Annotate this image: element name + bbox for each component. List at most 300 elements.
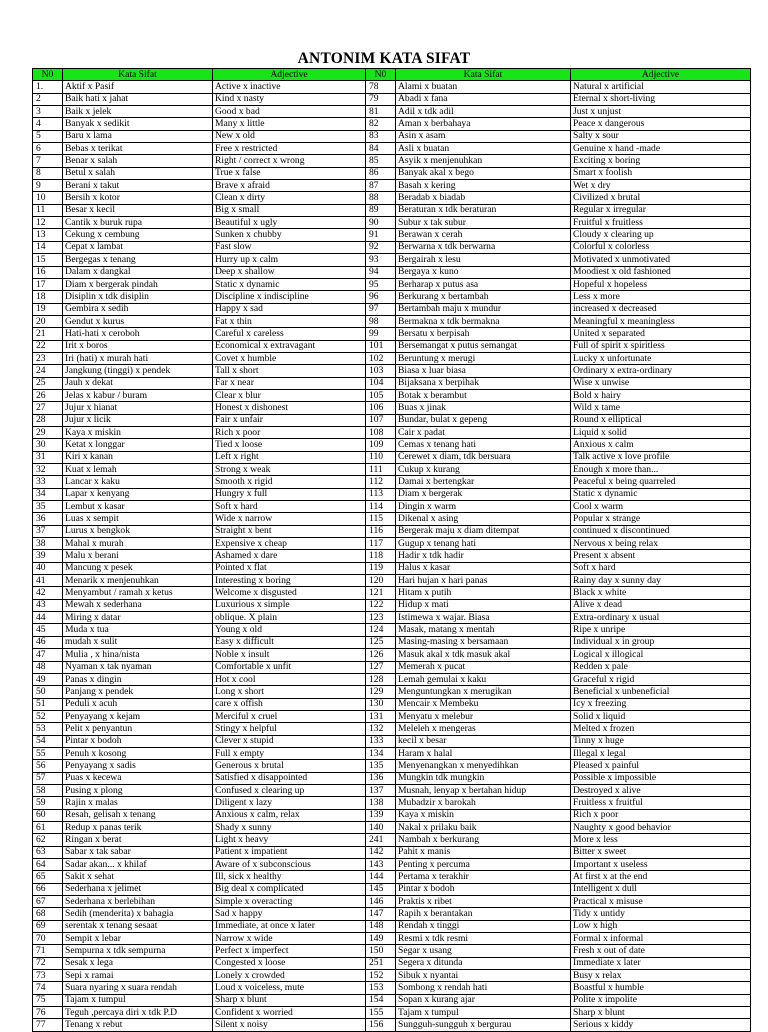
cell-no: 55 xyxy=(33,747,63,759)
cell-no: 140 xyxy=(366,821,396,833)
cell-no: 37 xyxy=(33,525,63,537)
cell-kata-sifat: Lemah gemulai x kaku xyxy=(396,673,571,685)
cell-adjective: Serious x kiddy xyxy=(571,1019,751,1031)
cell-no: 113 xyxy=(366,488,396,500)
cell-no: 76 xyxy=(33,1007,63,1019)
cell-kata-sifat: Iri (hati) x murah hati xyxy=(63,352,213,364)
cell-kata-sifat: Mencair x Membeku xyxy=(396,698,571,710)
cell-kata-sifat: Berani x takut xyxy=(63,180,213,192)
cell-no: 119 xyxy=(366,562,396,574)
cell-adjective: Luxurious x simple xyxy=(213,599,366,611)
table-row xyxy=(33,933,751,945)
table-row xyxy=(33,994,751,1006)
table-row xyxy=(33,686,751,698)
cell-adjective: Kind x nasty xyxy=(213,93,366,105)
cell-no: 49 xyxy=(33,673,63,685)
cell-no: 36 xyxy=(33,513,63,525)
cell-adjective: Stingy x helpful xyxy=(213,723,366,735)
cell-kata-sifat: Panas x dingin xyxy=(63,673,213,685)
cell-kata-sifat: Bersemangat x putus semangat xyxy=(396,340,571,352)
cell-adjective: Melted x frozen xyxy=(571,723,751,735)
cell-kata-sifat: Berkurang x bertambah xyxy=(396,291,571,303)
cell-adjective: Polite x impolite xyxy=(571,994,751,1006)
cell-kata-sifat: Aktif x Pasif xyxy=(63,81,213,93)
cell-adjective: Moodiest x old fashioned xyxy=(571,266,751,278)
cell-no: 128 xyxy=(366,673,396,685)
cell-adjective: Bold x hairy xyxy=(571,389,751,401)
cell-kata-sifat: Asli x buatan xyxy=(396,143,571,155)
cell-adjective: Free x restricted xyxy=(213,143,366,155)
cell-adjective: Naughty x good behavior xyxy=(571,821,751,833)
cell-kata-sifat: Pelit x penyantun xyxy=(63,723,213,735)
cell-kata-sifat: Bijaksana x berpihak xyxy=(396,377,571,389)
cell-no: 116 xyxy=(366,525,396,537)
cell-no: 14 xyxy=(33,241,63,253)
table-row xyxy=(33,821,751,833)
cell-no: 3 xyxy=(33,106,63,118)
table-row xyxy=(33,513,751,525)
table-row xyxy=(33,562,751,574)
cell-adjective: Present x absent xyxy=(571,550,751,562)
cell-adjective: Destroyed x alive xyxy=(571,784,751,796)
cell-kata-sifat: Bersih x kotor xyxy=(63,192,213,204)
cell-no: 143 xyxy=(366,859,396,871)
cell-adjective: Intelligent x dull xyxy=(571,883,751,895)
cell-no: 19 xyxy=(33,303,63,315)
table-row xyxy=(33,155,751,167)
cell-no: 79 xyxy=(366,93,396,105)
cell-kata-sifat: Masuk akal x tdk masuk akal xyxy=(396,649,571,661)
cell-adjective: Beneficial x unbeneficial xyxy=(571,686,751,698)
cell-adjective: Bitter x sweet xyxy=(571,846,751,858)
cell-adjective: Cloudy x clearing up xyxy=(571,229,751,241)
cell-adjective: Confused x clearing up xyxy=(213,784,366,796)
cell-adjective: Lonely x crowded xyxy=(213,970,366,982)
cell-no: 56 xyxy=(33,760,63,772)
cell-adjective: Clear x blur xyxy=(213,389,366,401)
cell-kata-sifat: mudah x sulit xyxy=(63,636,213,648)
cell-no: 131 xyxy=(366,710,396,722)
table-row xyxy=(33,599,751,611)
cell-no: 70 xyxy=(33,933,63,945)
cell-no: 5 xyxy=(33,130,63,142)
cell-kata-sifat: Cekung x cembung xyxy=(63,229,213,241)
cell-kata-sifat: Lurus x bengkok xyxy=(63,525,213,537)
table-row xyxy=(33,476,751,488)
cell-no: 77 xyxy=(33,1019,63,1031)
cell-adjective: Straight x bent xyxy=(213,525,366,537)
cell-kata-sifat: Suara nyaring x suara rendah xyxy=(63,982,213,994)
cell-no: 108 xyxy=(366,426,396,438)
cell-adjective: Confident x worried xyxy=(213,1007,366,1019)
cell-adjective: Smooth x rigid xyxy=(213,476,366,488)
cell-adjective: Solid x liquid xyxy=(571,710,751,722)
cell-no: 99 xyxy=(366,328,396,340)
table-row xyxy=(33,920,751,932)
cell-no: 15 xyxy=(33,254,63,266)
cell-kata-sifat: kecil x besar xyxy=(396,735,571,747)
cell-no: 144 xyxy=(366,871,396,883)
table-row xyxy=(33,797,751,809)
cell-kata-sifat: Sakit x sehat xyxy=(63,871,213,883)
cell-adjective: Pleased x painful xyxy=(571,760,751,772)
cell-no: 105 xyxy=(366,389,396,401)
cell-kata-sifat: Mungkin tdk mungkin xyxy=(396,772,571,784)
cell-kata-sifat: Botak x berambut xyxy=(396,389,571,401)
table-row xyxy=(33,278,751,290)
cell-no: 125 xyxy=(366,636,396,648)
cell-kata-sifat: Berawan x cerah xyxy=(396,229,571,241)
header-adjective-right: Adjective xyxy=(571,69,751,81)
table-row xyxy=(33,673,751,685)
cell-kata-sifat: Nambah x berkurang xyxy=(396,834,571,846)
cell-adjective: Patient x impatient xyxy=(213,846,366,858)
cell-adjective: Wide x narrow xyxy=(213,513,366,525)
cell-kata-sifat: Lapar x kenyang xyxy=(63,488,213,500)
table-row xyxy=(33,352,751,364)
cell-adjective: Redden x pale xyxy=(571,661,751,673)
cell-adjective: Expensive x cheap xyxy=(213,538,366,550)
cell-no: 75 xyxy=(33,994,63,1006)
header-kata-sifat-right: Kata Sifat xyxy=(396,69,571,81)
cell-no: 91 xyxy=(366,229,396,241)
table-row xyxy=(33,167,751,179)
cell-no: 149 xyxy=(366,933,396,945)
cell-kata-sifat: Aman x berbahaya xyxy=(396,118,571,130)
cell-adjective: Comfortable x unfit xyxy=(213,661,366,673)
cell-kata-sifat: Cantik x buruk rupa xyxy=(63,217,213,229)
cell-kata-sifat: Resmi x tdk resmi xyxy=(396,933,571,945)
cell-kata-sifat: Mubadzir x barokah xyxy=(396,797,571,809)
cell-kata-sifat: Beruntung x merugi xyxy=(396,352,571,364)
cell-kata-sifat: Benar x salah xyxy=(63,155,213,167)
cell-no: 11 xyxy=(33,204,63,216)
cell-no: 16 xyxy=(33,266,63,278)
cell-kata-sifat: Bundar, bulat x gepeng xyxy=(396,414,571,426)
table-row xyxy=(33,747,751,759)
cell-no: 101 xyxy=(366,340,396,352)
cell-no: 71 xyxy=(33,945,63,957)
table-row xyxy=(33,1007,751,1019)
cell-adjective: Motivated x unmotivated xyxy=(571,254,751,266)
cell-no: 7 xyxy=(33,155,63,167)
cell-kata-sifat: Banyak x sedikit xyxy=(63,118,213,130)
cell-kata-sifat: Diam x bergerak pindah xyxy=(63,278,213,290)
table-row xyxy=(33,772,751,784)
cell-adjective: Tied x loose xyxy=(213,439,366,451)
cell-adjective: Silent x noisy xyxy=(213,1019,366,1031)
table-row xyxy=(33,180,751,192)
cell-no: 136 xyxy=(366,772,396,784)
cell-no: 31 xyxy=(33,451,63,463)
cell-adjective: Cool x warm xyxy=(571,501,751,513)
cell-adjective: Busy x relax xyxy=(571,970,751,982)
cell-no: 46 xyxy=(33,636,63,648)
cell-kata-sifat: Disiplin x tdk disiplin xyxy=(63,291,213,303)
cell-no: 98 xyxy=(366,315,396,327)
cell-no: 48 xyxy=(33,661,63,673)
cell-no: 102 xyxy=(366,352,396,364)
table-row xyxy=(33,525,751,537)
table-row xyxy=(33,760,751,772)
cell-adjective: Low x high xyxy=(571,920,751,932)
table-row xyxy=(33,81,751,93)
cell-no: 2 xyxy=(33,93,63,105)
cell-adjective: Fruitless x fruitful xyxy=(571,797,751,809)
cell-kata-sifat: Mulia , x hina/nista xyxy=(63,649,213,661)
cell-adjective: Possible x impossible xyxy=(571,772,751,784)
cell-no: 32 xyxy=(33,464,63,476)
cell-adjective: Enough x more than... xyxy=(571,464,751,476)
cell-no: 83 xyxy=(366,130,396,142)
cell-adjective: Tidy x untidy xyxy=(571,908,751,920)
cell-kata-sifat: Lancar x kaku xyxy=(63,476,213,488)
table-row xyxy=(33,254,751,266)
cell-no: 106 xyxy=(366,402,396,414)
cell-no: 89 xyxy=(366,204,396,216)
table-row xyxy=(33,143,751,155)
cell-no: 29 xyxy=(33,426,63,438)
cell-no: 139 xyxy=(366,809,396,821)
cell-no: 118 xyxy=(366,550,396,562)
cell-no: 112 xyxy=(366,476,396,488)
cell-adjective: Talk active x love profile xyxy=(571,451,751,463)
cell-adjective: Rainy day x sunny day xyxy=(571,575,751,587)
cell-kata-sifat: Mewah x sederhana xyxy=(63,599,213,611)
cell-kata-sifat: Hitam x putih xyxy=(396,587,571,599)
table-row xyxy=(33,550,751,562)
cell-kata-sifat: Gembira x sedih xyxy=(63,303,213,315)
cell-no: 30 xyxy=(33,439,63,451)
cell-no: 145 xyxy=(366,883,396,895)
cell-adjective: Economical x extravagant xyxy=(213,340,366,352)
header-no-right: N0 xyxy=(366,69,396,81)
cell-kata-sifat: Puas x kecewa xyxy=(63,772,213,784)
table-row xyxy=(33,118,751,130)
cell-kata-sifat: Cair x padat xyxy=(396,426,571,438)
cell-adjective: increased x decreased xyxy=(571,303,751,315)
cell-no: 88 xyxy=(366,192,396,204)
cell-adjective: Icy x freezing xyxy=(571,698,751,710)
cell-no: 20 xyxy=(33,315,63,327)
cell-adjective: Interesting x boring xyxy=(213,575,366,587)
cell-adjective: Natural x artificial xyxy=(571,81,751,93)
table-row xyxy=(33,426,751,438)
cell-adjective: Hurry up x calm xyxy=(213,254,366,266)
cell-no: 21 xyxy=(33,328,63,340)
cell-adjective: Pointed x flat xyxy=(213,562,366,574)
table-row xyxy=(33,970,751,982)
cell-kata-sifat: Pahit x manis xyxy=(396,846,571,858)
cell-no: 12 xyxy=(33,217,63,229)
cell-no: 103 xyxy=(366,365,396,377)
table-row xyxy=(33,266,751,278)
cell-adjective: Sunken x chubby xyxy=(213,229,366,241)
table-row xyxy=(33,809,751,821)
cell-kata-sifat: Praktis x ribet xyxy=(396,896,571,908)
cell-no: 85 xyxy=(366,155,396,167)
cell-no: 39 xyxy=(33,550,63,562)
cell-kata-sifat: Menarik x menjenuhkan xyxy=(63,575,213,587)
cell-kata-sifat: Hari hujan x hari panas xyxy=(396,575,571,587)
cell-adjective: Lucky x unfortunate xyxy=(571,352,751,364)
table-row xyxy=(33,871,751,883)
cell-adjective: Big deal x complicated xyxy=(213,883,366,895)
cell-kata-sifat: Resah, gelisah x tenang xyxy=(63,809,213,821)
cell-adjective: Liquid x solid xyxy=(571,426,751,438)
cell-kata-sifat: Pertama x terakhir xyxy=(396,871,571,883)
cell-no: 40 xyxy=(33,562,63,574)
cell-adjective: Smart x foolish xyxy=(571,167,751,179)
header-kata-sifat-left: Kata Sifat xyxy=(63,69,213,81)
cell-adjective: Logical x illogical xyxy=(571,649,751,661)
cell-kata-sifat: Istimewa x wajar. Biasa xyxy=(396,612,571,624)
table-row xyxy=(33,661,751,673)
cell-no: 115 xyxy=(366,513,396,525)
cell-kata-sifat: Sedih (menderita) x bahagia xyxy=(63,908,213,920)
cell-adjective: Clever x stupid xyxy=(213,735,366,747)
cell-kata-sifat: Kaya x miskin xyxy=(63,426,213,438)
cell-no: 96 xyxy=(366,291,396,303)
cell-adjective: Deep x shallow xyxy=(213,266,366,278)
table-row xyxy=(33,93,751,105)
cell-no: 152 xyxy=(366,970,396,982)
cell-adjective: Peace x dangerous xyxy=(571,118,751,130)
cell-kata-sifat: Nyaman x tak nyaman xyxy=(63,661,213,673)
table-row xyxy=(33,414,751,426)
cell-adjective: Nervous x being relax xyxy=(571,538,751,550)
cell-no: 132 xyxy=(366,723,396,735)
cell-kata-sifat: Meleleh x mengeras xyxy=(396,723,571,735)
cell-kata-sifat: Panjang x pendek xyxy=(63,686,213,698)
cell-adjective: Static x dynamic xyxy=(213,278,366,290)
cell-no: 33 xyxy=(33,476,63,488)
cell-kata-sifat: serentak x tenang sesaat xyxy=(63,920,213,932)
cell-kata-sifat: Gendut x kurus xyxy=(63,315,213,327)
cell-no: 107 xyxy=(366,414,396,426)
cell-no: 147 xyxy=(366,908,396,920)
cell-no: 90 xyxy=(366,217,396,229)
cell-no: 241 xyxy=(366,834,396,846)
cell-kata-sifat: Halus x kasar xyxy=(396,562,571,574)
cell-kata-sifat: Bergegas x tenang xyxy=(63,254,213,266)
cell-no: 38 xyxy=(33,538,63,550)
cell-kata-sifat: Pusing x plong xyxy=(63,784,213,796)
cell-adjective: Rich x poor xyxy=(213,426,366,438)
cell-adjective: Light x heavy xyxy=(213,834,366,846)
cell-adjective: Less x more xyxy=(571,291,751,303)
cell-kata-sifat: Alami x buatan xyxy=(396,81,571,93)
cell-adjective: Careful x careless xyxy=(213,328,366,340)
cell-adjective: Popular x strange xyxy=(571,513,751,525)
table-row xyxy=(33,340,751,352)
cell-adjective: New x old xyxy=(213,130,366,142)
cell-kata-sifat: Memerah x pucat xyxy=(396,661,571,673)
cell-no: 111 xyxy=(366,464,396,476)
cell-no: 146 xyxy=(366,896,396,908)
cell-adjective: Rich x poor xyxy=(571,809,751,821)
cell-no: 41 xyxy=(33,575,63,587)
cell-no: 68 xyxy=(33,908,63,920)
cell-kata-sifat: Bermakna x tdk bermakna xyxy=(396,315,571,327)
page-title: ANTONIM KATA SIFAT xyxy=(297,50,471,67)
cell-adjective: Clean x dirty xyxy=(213,192,366,204)
header-adjective-left: Adjective xyxy=(213,69,366,81)
cell-adjective: Wise x unwise xyxy=(571,377,751,389)
cell-no: 93 xyxy=(366,254,396,266)
cell-kata-sifat: Jangkung (tinggi) x pendek xyxy=(63,365,213,377)
cell-no: 22 xyxy=(33,340,63,352)
cell-no: 110 xyxy=(366,451,396,463)
table-row xyxy=(33,636,751,648)
table-row xyxy=(33,303,751,315)
cell-adjective: Hungry x full xyxy=(213,488,366,500)
cell-no: 135 xyxy=(366,760,396,772)
cell-kata-sifat: Sempurna x tdk sempurna xyxy=(63,945,213,957)
cell-no: 104 xyxy=(366,377,396,389)
cell-kata-sifat: Mahal x murah xyxy=(63,538,213,550)
table-row xyxy=(33,612,751,624)
table-row xyxy=(33,130,751,142)
cell-adjective: Soft x hard xyxy=(213,501,366,513)
cell-no: 97 xyxy=(366,303,396,315)
cell-adjective: More x less xyxy=(571,834,751,846)
cell-adjective: Eternal x short-living xyxy=(571,93,751,105)
cell-kata-sifat: Abadi x fana xyxy=(396,93,571,105)
table-row xyxy=(33,377,751,389)
cell-adjective: United x separated xyxy=(571,328,751,340)
cell-kata-sifat: Kuat x lemah xyxy=(63,464,213,476)
cell-adjective: Simple x overacting xyxy=(213,896,366,908)
cell-adjective: Diligent x lazy xyxy=(213,797,366,809)
cell-no: 51 xyxy=(33,698,63,710)
cell-no: 156 xyxy=(366,1019,396,1031)
cell-kata-sifat: Masak, matang x mentah xyxy=(396,624,571,636)
cell-adjective: Colorful x colorless xyxy=(571,241,751,253)
table-row xyxy=(33,846,751,858)
cell-adjective: Shady x sunny xyxy=(213,821,366,833)
cell-adjective: Brave x afraid xyxy=(213,180,366,192)
table-row xyxy=(33,908,751,920)
cell-adjective: Sad x happy xyxy=(213,908,366,920)
cell-adjective: Tall x short xyxy=(213,365,366,377)
cell-no: 57 xyxy=(33,772,63,784)
cell-adjective: Practical x misuse xyxy=(571,896,751,908)
cell-adjective: Congested x loose xyxy=(213,957,366,969)
cell-no: 26 xyxy=(33,389,63,401)
cell-kata-sifat: Irit x boros xyxy=(63,340,213,352)
table-row xyxy=(33,241,751,253)
cell-no: 114 xyxy=(366,501,396,513)
table-row xyxy=(33,735,751,747)
cell-adjective: Important x useless xyxy=(571,859,751,871)
cell-adjective: Loud x voiceless, mute xyxy=(213,982,366,994)
cell-kata-sifat: Sombong x rendah hati xyxy=(396,982,571,994)
cell-adjective: Regular x irregular xyxy=(571,204,751,216)
cell-no: 4 xyxy=(33,118,63,130)
cell-kata-sifat: Sibuk x nyantai xyxy=(396,970,571,982)
antonym-table xyxy=(32,68,751,1032)
cell-adjective: Generous x brutal xyxy=(213,760,366,772)
cell-kata-sifat: Redup x panas terik xyxy=(63,821,213,833)
cell-no: 18 xyxy=(33,291,63,303)
cell-kata-sifat: Damai x bertengkar xyxy=(396,476,571,488)
cell-adjective: Civilized x brutal xyxy=(571,192,751,204)
cell-adjective: Active x inactive xyxy=(213,81,366,93)
cell-no: 95 xyxy=(366,278,396,290)
table-row xyxy=(33,451,751,463)
cell-kata-sifat: Menyambut / ramah x ketus xyxy=(63,587,213,599)
